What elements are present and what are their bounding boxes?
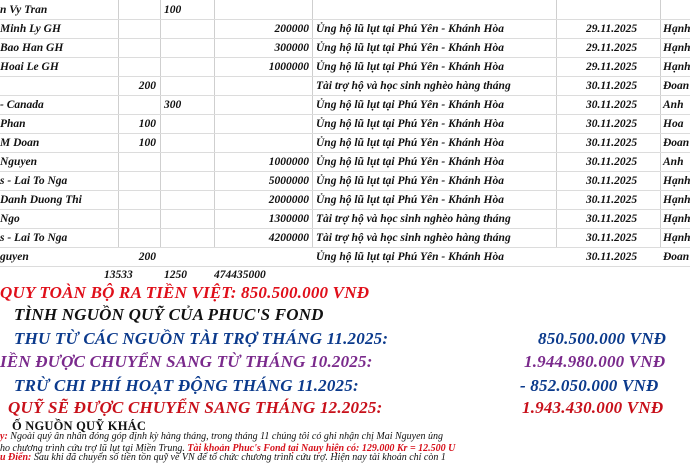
cell-date: 30.11.2025 bbox=[586, 232, 638, 244]
cell-b: 300 bbox=[164, 99, 182, 111]
cell-who: Anh bbox=[663, 99, 684, 111]
cell-who: Anh bbox=[663, 156, 684, 168]
cell-desc bbox=[312, 1, 556, 20]
next-month-value: 1.943.430.000 VNĐ bbox=[522, 398, 664, 417]
cell-a: 100 bbox=[138, 118, 156, 130]
cell-c: 2000000 bbox=[268, 194, 309, 206]
total-c: 474435000 bbox=[214, 269, 266, 281]
cell-who: Đoan bbox=[663, 137, 690, 149]
table-row bbox=[0, 115, 690, 134]
cell-name: Nguyen bbox=[0, 156, 38, 168]
cell-a bbox=[118, 96, 160, 115]
cell-c: 300000 bbox=[274, 42, 309, 54]
cell-desc: Ủng hộ lũ lụt tại Phú Yên - Khánh Hòa bbox=[316, 156, 505, 168]
table-row bbox=[0, 229, 690, 248]
cell-b bbox=[160, 115, 214, 134]
total-b: 1250 bbox=[164, 269, 187, 281]
cell-a: 200 bbox=[138, 251, 156, 263]
cell-desc: Ủng hộ lũ lụt tại Phú Yên - Khánh Hòa bbox=[316, 99, 505, 111]
table-row bbox=[0, 210, 690, 229]
cell-c: 5000000 bbox=[268, 175, 309, 187]
cell-date: 29.11.2025 bbox=[586, 61, 638, 73]
cell-who: Hạnh bbox=[663, 213, 690, 225]
cell-date: 29.11.2025 bbox=[586, 42, 638, 54]
cell-date: 30.11.2025 bbox=[586, 194, 638, 206]
cell-c bbox=[214, 96, 312, 115]
cell-a: 100 bbox=[138, 137, 156, 149]
cell-b: 100 bbox=[164, 4, 182, 16]
cell-a bbox=[118, 229, 160, 248]
cell-c: 1000000 bbox=[268, 61, 309, 73]
cell-date: 30.11.2025 bbox=[586, 156, 638, 168]
cell-a: 200 bbox=[138, 80, 156, 92]
cell-b bbox=[160, 39, 214, 58]
summary-heading: TÌNH NGUỒN QUỸ CỦA PHUC'S FOND bbox=[14, 305, 324, 324]
cell-date: 30.11.2025 bbox=[586, 118, 638, 130]
cell-desc: Ủng hộ lũ lụt tại Phú Yên - Khánh Hòa bbox=[316, 118, 505, 130]
cell-name: Bao Han GH bbox=[0, 42, 64, 54]
cell-name: s - Lai To Nga bbox=[0, 175, 68, 187]
cell-a bbox=[118, 58, 160, 77]
cell-desc: Ủng hộ lũ lụt tại Phú Yên - Khánh Hòa bbox=[316, 61, 505, 73]
cell-a bbox=[118, 191, 160, 210]
cell-b bbox=[160, 248, 214, 267]
cell-b bbox=[160, 153, 214, 172]
table-row bbox=[0, 134, 690, 153]
note-1-lead: y: bbox=[0, 431, 8, 442]
table-row bbox=[0, 153, 690, 172]
cell-who: Hạnh bbox=[663, 23, 690, 35]
cell-who: Đoan bbox=[663, 80, 690, 92]
cell-date: 30.11.2025 bbox=[586, 99, 638, 111]
table-row bbox=[0, 1, 690, 20]
cell-name bbox=[0, 77, 118, 96]
cell-who: Hạnh bbox=[663, 232, 690, 244]
cell-b bbox=[160, 134, 214, 153]
cell-a bbox=[118, 153, 160, 172]
cell-b bbox=[160, 172, 214, 191]
carryover-label: IỀN ĐƯỢC CHUYỂN SANG TỪ THÁNG 10.2025: bbox=[0, 352, 373, 371]
cell-name: guyen bbox=[0, 251, 29, 263]
cell-who: Hạnh bbox=[663, 42, 690, 54]
cell-who: Hạnh bbox=[663, 194, 690, 206]
cell-desc: Ủng hộ lũ lụt tại Phú Yên - Khánh Hòa bbox=[316, 175, 505, 187]
cell-name: Ngo bbox=[0, 213, 20, 225]
cell-name: Danh Duong Thi bbox=[0, 194, 82, 206]
table-row bbox=[0, 248, 690, 267]
note-line-3 bbox=[0, 453, 446, 462]
cell-a bbox=[118, 39, 160, 58]
cell-name: M Doan bbox=[0, 137, 40, 149]
cell-b bbox=[160, 210, 214, 229]
table-row bbox=[0, 39, 690, 58]
cell-date: 30.11.2025 bbox=[586, 137, 638, 149]
cell-b bbox=[160, 191, 214, 210]
cell-a bbox=[118, 210, 160, 229]
cell-date: 30.11.2025 bbox=[586, 80, 638, 92]
next-month-label: QUỸ SẼ ĐƯỢC CHUYỂN SANG THÁNG 12.2025: bbox=[8, 398, 383, 417]
cell-name: s - Lai To Nga bbox=[0, 232, 68, 244]
cell-desc: Ủng hộ lũ lụt tại Phú Yên - Khánh Hòa bbox=[316, 23, 505, 35]
summary-income bbox=[0, 329, 690, 351]
note-line-1 bbox=[0, 432, 443, 441]
cell-date bbox=[556, 1, 660, 20]
note-3-lead: u Điển: bbox=[0, 452, 32, 463]
income-value: 850.500.000 VNĐ bbox=[538, 329, 667, 348]
table-row bbox=[0, 77, 690, 96]
cell-who: Hạnh bbox=[663, 61, 690, 73]
carryover-value: 1.944.980.000 VNĐ bbox=[524, 352, 666, 371]
cell-who: Hạnh bbox=[663, 175, 690, 187]
summary-next-month bbox=[0, 398, 690, 420]
cell-name: Phan bbox=[0, 118, 26, 130]
cell-name: Minh Ly GH bbox=[0, 23, 61, 35]
cell-desc: Tài trợ hộ và học sinh nghèo hàng tháng bbox=[316, 232, 511, 244]
cell-c: 1000000 bbox=[268, 156, 309, 168]
cell-c: 4200000 bbox=[268, 232, 309, 244]
summary-total: QUY TOÀN BỘ RA TIỀN VIỆT: 850.500.000 VNĐ bbox=[0, 283, 370, 302]
cell-c: 200000 bbox=[274, 23, 309, 35]
cell-desc: Ủng hộ lũ lụt tại Phú Yên - Khánh Hòa bbox=[316, 42, 505, 54]
summary-carryover bbox=[0, 352, 690, 374]
cell-b bbox=[160, 229, 214, 248]
note-2-highlight: Tài khoản Phuc's Fond tại Nauy hiện có: 129.000 Kr = 12.500 U bbox=[187, 443, 456, 454]
expense-label: TRỪ CHI PHÍ HOẠT ĐỘNG THÁNG 11.2025: bbox=[14, 376, 359, 395]
cell-date: 30.11.2025 bbox=[586, 175, 638, 187]
cell-date: 29.11.2025 bbox=[586, 23, 638, 35]
income-label: THU TỪ CÁC NGUỒN TÀI TRỢ THÁNG 11.2025: bbox=[14, 329, 389, 348]
cell-c bbox=[214, 248, 312, 267]
note-2-text: ho chương trình cứu trợ lũ lụt tại Miền Trung. bbox=[0, 443, 188, 454]
cell-desc: Ủng hộ lũ lụt tại Phú Yên - Khánh Hòa bbox=[316, 137, 505, 149]
cell-c bbox=[214, 115, 312, 134]
cell-who: Hoa bbox=[663, 118, 684, 130]
cell-c bbox=[214, 1, 312, 20]
cell-b bbox=[160, 20, 214, 39]
table-row bbox=[0, 96, 690, 115]
other-funds-heading: Ố NGUỒN QUỸ KHÁC bbox=[12, 419, 147, 433]
cell-date: 30.11.2025 bbox=[586, 251, 638, 263]
total-a: 13533 bbox=[104, 269, 133, 281]
cell-a bbox=[118, 20, 160, 39]
cell-date: 30.11.2025 bbox=[586, 213, 638, 225]
cell-desc: Tài trợ hộ và học sinh nghèo hàng tháng bbox=[316, 213, 511, 225]
table-row bbox=[0, 172, 690, 191]
note-3-text: Sau khi đã chuyển số tiền tồn quỹ về VN để tổ chức chương trình cứu trợ. Hiện nay tài khoản chỉ còn 1 bbox=[31, 452, 446, 463]
table-row bbox=[0, 191, 690, 210]
cell-a bbox=[118, 172, 160, 191]
cell-c: 1300000 bbox=[268, 213, 309, 225]
cell-desc: Ủng hộ lũ lụt tại Phú Yên - Khánh Hòa bbox=[316, 251, 505, 263]
cell-desc: Tài trợ hộ và học sinh nghèo hàng tháng bbox=[316, 80, 511, 92]
cell-c bbox=[214, 77, 312, 96]
cell-c bbox=[214, 134, 312, 153]
cell-desc: Ủng hộ lũ lụt tại Phú Yên - Khánh Hòa bbox=[316, 194, 505, 206]
summary-expense bbox=[0, 376, 690, 398]
table-row bbox=[0, 20, 690, 39]
cell-b bbox=[160, 58, 214, 77]
cell-who bbox=[660, 1, 690, 20]
cell-name: - Canada bbox=[0, 99, 44, 111]
cell-who: Đoan bbox=[663, 251, 690, 263]
cell-a bbox=[118, 1, 160, 20]
expense-value: - 852.050.000 VNĐ bbox=[520, 376, 659, 395]
cell-name: n Vy Tran bbox=[0, 4, 48, 16]
cell-b bbox=[160, 77, 214, 96]
table-row bbox=[0, 58, 690, 77]
cell-name: Hoai Le GH bbox=[0, 61, 59, 73]
note-1-text: Ngoài quý ân nhân đóng góp định kỳ hàng tháng, trong tháng 11 chúng tôi có ghi nhận chị Mai Nguyen ủng bbox=[7, 431, 444, 442]
